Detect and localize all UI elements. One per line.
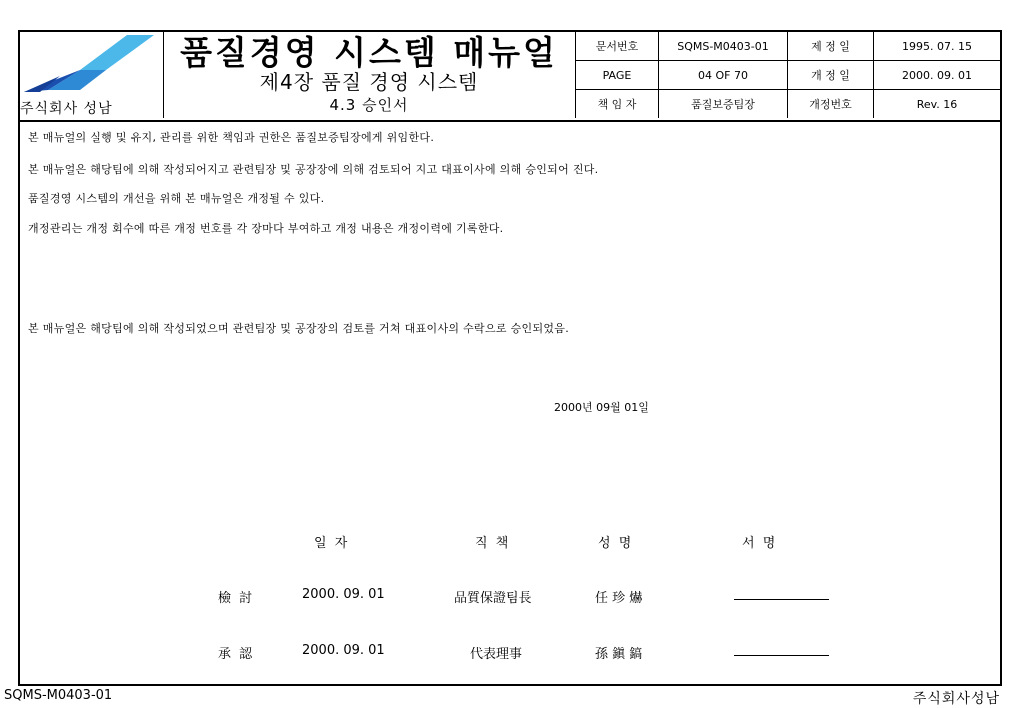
approve-action: 承 認: [218, 647, 255, 662]
document-frame: [18, 30, 1002, 686]
section-title: 4.3 승인서: [329, 96, 409, 114]
revision-no-value: Rev. 16: [874, 90, 1001, 119]
body-line-4: 개정관리는 개정 회수에 따른 개정 번호를 각 장마다 부여하고 개정 내용은 개정이력에 기록한다.: [28, 222, 504, 235]
company-name: 주식회사 성남: [20, 101, 113, 117]
manual-title: 품질경영 시스템 매뉴얼: [180, 33, 558, 72]
body-line-3: 품질경영 시스템의 개선을 위해 본 매뉴얼은 개정될 수 있다.: [28, 192, 325, 205]
sig-header-signature: 서 명: [742, 536, 778, 551]
chapter-title: 제4장 품질 경영 시스템: [259, 70, 479, 94]
body-line-2: 본 매뉴얼은 해당팀에 의해 작성되어지고 관련팀장 및 공장장에 의해 검토되어 지고 대표이사에 의해 승인되어 진다.: [28, 163, 599, 176]
title-block: [163, 32, 576, 118]
approve-position: 代表理事: [470, 647, 523, 662]
doc-no-label: 문서번호: [576, 32, 659, 61]
company-logo-cell: [20, 32, 164, 118]
approval-date: 2000년 09월 01일: [554, 401, 649, 414]
page-value: 04 OF 70: [659, 61, 788, 90]
body-line-1: 본 매뉴얼의 실행 및 유지, 관리를 위한 책임과 권한은 품질보증팀장에게 위임한다.: [28, 131, 435, 144]
approve-date: 2000. 09. 01: [302, 643, 385, 658]
revision-date-value: 2000. 09. 01: [874, 61, 1001, 90]
doc-no-value: SQMS-M0403-01: [659, 32, 788, 61]
issue-date-value: 1995. 07. 15: [874, 32, 1001, 61]
page-label: PAGE: [576, 61, 659, 90]
footer-company: 주식회사성남: [912, 691, 1000, 707]
company-logo-icon: [20, 32, 163, 98]
owner-label: 책 임 자: [576, 90, 659, 119]
review-name: 任 珍 爀: [595, 591, 643, 606]
sig-header-date: 일 자: [314, 536, 350, 551]
review-action: 檢 討: [218, 591, 255, 606]
sig-header-name: 성 명: [598, 536, 634, 551]
approval-statement: 본 매뉴얼은 해당팀에 의해 작성되었으며 관련팀장 및 공장장의 검토를 거쳐 대표이사의 수락으로 승인되었음.: [28, 322, 570, 335]
issue-date-label: 제 정 일: [788, 32, 874, 61]
review-date: 2000. 09. 01: [302, 587, 385, 602]
approve-name: 孫 鎭 鎬: [595, 647, 643, 662]
approve-signature-line[interactable]: [734, 655, 829, 656]
revision-date-label: 개 정 일: [788, 61, 874, 90]
document-meta-table: [575, 32, 1000, 118]
review-signature-line[interactable]: [734, 599, 829, 600]
owner-value: 품질보증팀장: [659, 90, 788, 119]
review-position: 品質保證팀長: [454, 591, 532, 606]
footer-doc-code: SQMS-M0403-01: [4, 688, 113, 703]
document-header: [20, 32, 1000, 122]
sig-header-position: 직 책: [475, 536, 511, 551]
revision-no-label: 개정번호: [788, 90, 874, 119]
